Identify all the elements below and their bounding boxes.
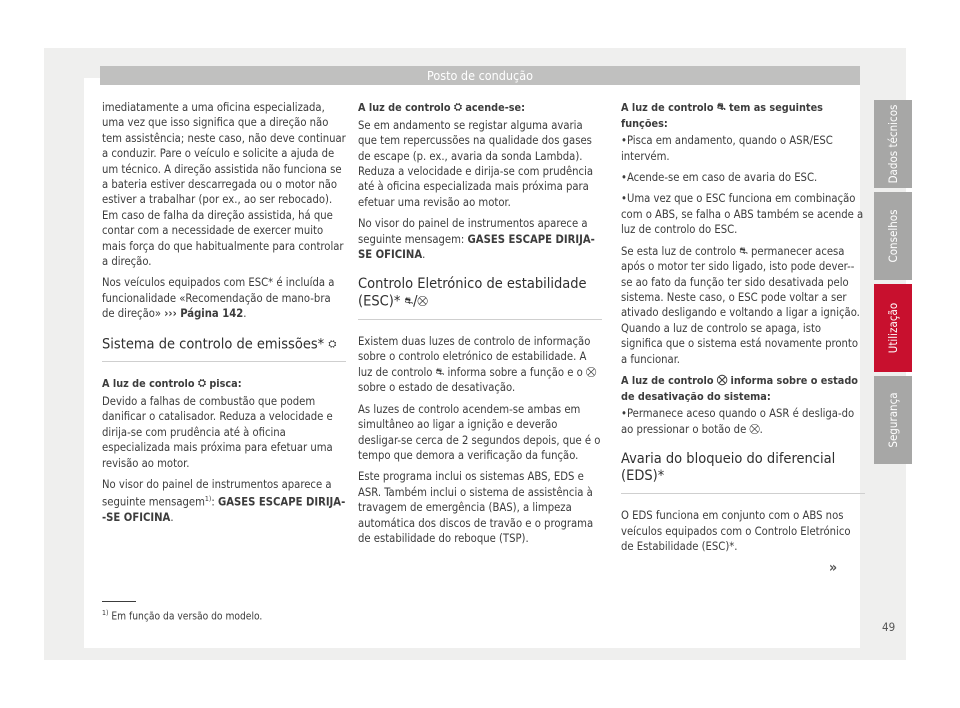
paragraph: Devido a falhas de combustão que podem danificar o catalisador. Reduza a velocidade e dirija-se com prudência até à oficina especializada mais próxima para efetuar uma revisão ao motor. bbox=[102, 394, 333, 470]
paragraph: Se em andamento se registar alguma avaria que tem repercussões na qualidade dos gases de escape (p. ex., avaria da sonda Lambda). Reduza a velocidade e dirija-se com prudência até à oficina especializada mais próxima para efetuar uma revisão ao motor. bbox=[358, 118, 594, 209]
tab-utilizacao[interactable]: Utilização bbox=[874, 284, 912, 372]
paragraph: Nos veículos equipados com ESC* é incluída a funcionalidade «Recomendação de mano-bra de direção» ››› Página 142. bbox=[102, 276, 335, 321]
list-item: •Acende-se em caso de avaria do ESC. bbox=[621, 170, 818, 184]
esc-off-icon: ⛒ bbox=[417, 296, 428, 308]
page-header: Posto de condução bbox=[100, 66, 860, 85]
footnote-ref: 1) bbox=[204, 495, 212, 504]
paragraph: No visor do painel de instrumentos aparece a seguinte mensagem$^{1)}$: GASES ESCAPE DIRIJA--SE OFICINA. bbox=[102, 477, 346, 525]
subheading: A luz de controlo ⛭ pisca: bbox=[102, 377, 242, 391]
engine-warning-icon: ⛭ bbox=[453, 102, 462, 114]
subheading: A luz de controlo ⛒ informa sobre o estado de desativação do sistema: bbox=[621, 374, 858, 403]
tab-conselhos[interactable]: Conselhos bbox=[874, 192, 912, 280]
display-message: GASES ESCAPE DIRIJA-SE OFICINA bbox=[358, 232, 595, 261]
paragraph: imediatamente a uma oficina especializada, uma vez que isso significa que a direção não tem assistência; neste caso, não deve continuar a conduzir. Pare o veículo e solicite a ajuda de um técnico. A direção assistida não funciona se a bateria estiver descarregada ou o motor não estiver a trabalhar (por ex., ao ser rebocado). Em caso de falha da direção assistida, há que contar com a necessidade de exercer muito mais força do que habitualmente para controlar a direção. bbox=[102, 101, 346, 269]
subheading: A luz de controlo ⛐ tem as seguintes funções: bbox=[621, 101, 823, 130]
section-heading: Controlo Eletrónico de estabilidade (ESC)* ⛐/⛒ bbox=[358, 276, 602, 320]
list-item: •Permanece aceso quando o ASR é desliga-do ao pressionar o botão de ⛒. bbox=[621, 407, 855, 436]
page-link[interactable]: ››› Página 142 bbox=[164, 307, 244, 321]
subheading: A luz de controlo ⛭ acende-se: bbox=[358, 101, 525, 114]
paragraph: Existem duas luzes de controlo de informação sobre o controlo eletrónico de estabilidade. A luz de controlo ⛐ informa sobre a função e o ⛒ sobre o estado de desativação. bbox=[358, 334, 597, 395]
footnote-divider bbox=[102, 601, 136, 602]
paragraph: Este programa inclui os sistemas ABS, EDS e ASR. Também inclui o sistema de assistência à travagem de emergência (BAS), a limpeza automática dos discos de travão e o programa de estabilidade do reboque (TSP). bbox=[358, 470, 594, 546]
bullet-icon: • bbox=[621, 407, 627, 421]
bullet-icon: • bbox=[621, 192, 627, 206]
list-item: •Pisca em andamento, quando o ASR/ESC intervém. bbox=[621, 134, 833, 163]
engine-warning-icon: ⛭ bbox=[197, 378, 206, 390]
footnote: $^{1)}$ Em função da versão do modelo. bbox=[102, 609, 263, 623]
column-2 bbox=[358, 100, 602, 552]
esc-off-icon: ⛒ bbox=[749, 423, 760, 435]
esc-icon: ⛐ bbox=[404, 296, 414, 308]
section-heading: Avaria do bloqueio do diferencial (EDS)* bbox=[621, 451, 865, 494]
display-message: GASES ESCAPE DIRIJA--SE OFICINA bbox=[102, 496, 346, 525]
engine-warning-icon: ⛭ bbox=[328, 338, 337, 350]
esc-icon: ⛐ bbox=[716, 102, 726, 114]
list-item: •Uma vez que o ESC funciona em combinação com o ABS, se falha o ABS também se acende a luz de controlo do ESC. bbox=[621, 192, 864, 237]
esc-off-icon: ⛒ bbox=[586, 366, 597, 378]
bullet-icon: • bbox=[621, 134, 627, 148]
continue-icon: » bbox=[829, 560, 838, 576]
esc-icon: ⛐ bbox=[739, 245, 748, 257]
section-heading: Sistema de controlo de emissões* ⛭ bbox=[102, 336, 346, 363]
tab-seguranca[interactable]: Segurança bbox=[874, 376, 912, 464]
paragraph: No visor do painel de instrumentos aparece a seguinte mensagem: GASES ESCAPE DIRIJA-SE OFICINA. bbox=[358, 217, 595, 261]
bullet-icon: • bbox=[621, 170, 627, 184]
column-3 bbox=[621, 100, 865, 561]
paragraph: As luzes de controlo acendem-se ambas em simultâneo ao ligar a ignição e deverão desligar-se cerca de 2 segundos depois, que é o tempo que demora a verificação da função. bbox=[358, 402, 601, 462]
paragraph: Se esta luz de controlo ⛐ permanecer acesa após o motor ter sido ligado, isto pode dever--se ao fato da função ter sido desativada pelo sistema. Neste caso, o ESC pode voltar a ser ativado desligando e voltando a ligar a ignição. Quando a luz de controlo se apaga, isto significa que o sistema está novamente pronto a funcionar. bbox=[621, 244, 860, 366]
esc-off-icon: ⛒ bbox=[716, 375, 728, 387]
esc-icon: ⛐ bbox=[435, 366, 445, 378]
column-1 bbox=[102, 100, 346, 532]
page-number: 49 bbox=[882, 620, 896, 634]
tab-dados-tecnicos[interactable]: Dados técnicos bbox=[874, 100, 912, 188]
paragraph: O EDS funciona em conjunto com o ABS nos veículos equipados com o Controlo Eletrónico de Estabilidade (ESC)*. bbox=[621, 509, 851, 554]
